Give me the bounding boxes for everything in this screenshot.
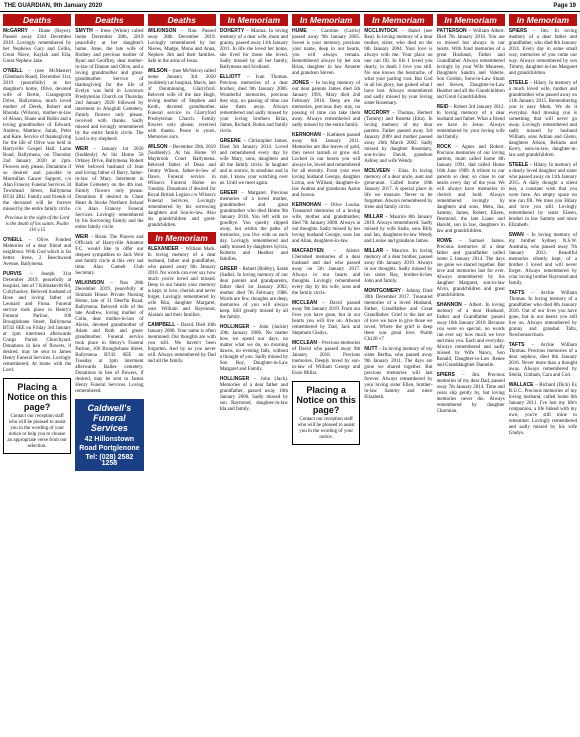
- notice: [364, 214, 432, 245]
- notice-name: WEIR: [75, 234, 89, 240]
- notice: [220, 28, 288, 71]
- section-header: Deaths: [148, 14, 216, 26]
- notice: [292, 300, 360, 337]
- notice-text: – Olive. Fondest Memories of a dear friend and neighbour. With God which is far better. Irene, 2 Beechwood Avenue, Ballymena.: [3, 238, 72, 267]
- notice: [3, 28, 71, 65]
- notice-name: MONTGOMERY: [364, 288, 402, 294]
- notice-name: MILLAR: [364, 248, 384, 254]
- notice-name: WALLACE: [508, 382, 534, 388]
- section-header: In Memoriam: [292, 14, 360, 26]
- notice: [437, 104, 505, 141]
- notice-text: – Agnes and Robert. Precious memories of our loving parents, mum called home 8th January 1991, dad called Home 16th June 1989. A tribute to our parents so dear, so close to our hearts every day of the year. We will always have memories to cherish and hold. Always remembered lovingly by daughters and sons, Meta, Ina, Sammy, James, Robert, Eileen, Desmond, the late Liane and Harold, son in law, daughters in law and grandchildren.: [436, 145, 505, 234]
- column-1: [3, 14, 71, 735]
- notice-text: – In loving memory of our dear parents James died 5th January 1991, Mary died 2nd February 2016. Deep are the memories, precious they stay, no passing of time can take them away. Always remembered and sadly missed by the entire family.: [292, 81, 361, 128]
- notice-text: – John (Jack). Memories of a dear father and grandfather, passed away 10th January 2006. Sadly missed by son Raymond, daughter-in-law Ida and family.: [219, 377, 288, 412]
- notice-name: WEIR: [75, 146, 89, 152]
- notice-name: TAFTS: [508, 342, 525, 348]
- notice-text: – Maurice 8th January 2019. Always remembered. Sadly missed by wife Sadie, sons Billy and Ian, daughters-in-law Wendy and Louise and grandson James.: [364, 215, 433, 244]
- notice-name: MCCRORY: [364, 110, 390, 116]
- section-header: In Memoriam: [437, 14, 505, 26]
- notice-name: JONES: [292, 80, 309, 86]
- notice-text: – (nee McNeice) called home January 3rd 2020 (suddenly) at hospital, Mavis, late of Dunminning, Glarryford. Beloved wife of the late Hugh, loving mother of Stephen and Keith, devoted grandmother. Funeral service in Glarryford Presbyterian Church. Family flowers only please, received with thanks. Peace is yours, Memories ours.: [147, 69, 216, 140]
- notice-name: WILKINSON: [75, 280, 104, 286]
- columns: [3, 14, 577, 735]
- notice-name: MCCLEAN: [292, 340, 317, 346]
- notice-text: – Diane (Reyes). Passed away 23rd December 2019. Lovingly remembered by her Nephews Gary and Cellin, Great Niece, Kaylah and Ella, Great Nephew Jake.: [3, 29, 72, 64]
- notice-name: McGARRY: [3, 28, 28, 34]
- notice: [437, 238, 505, 299]
- notice-name: HOLLINGER: [219, 324, 250, 330]
- notice: [220, 266, 288, 321]
- notice-text: – Caroline (Carrie) passed away 9th January 2005. Sweet is your memory, precious your name, deep in our hearts, you will always remain. Remembered always by her son Brian, daughter in law Annette and grandson Steven.: [292, 29, 361, 76]
- notice-name: ROCK: [436, 144, 452, 150]
- notice-name: KERNOHAN: [292, 202, 321, 208]
- notice-text: – December 29th, 2019 (Suddenly). At his Home 10 Maybrook Court Ballymena. Beloved father of Dean and Jimmy Wilson, father-in-law of Dawn. Funeral service in Wilson's Funeral Home on Tuesday. Donations if desired for Royal British Legion c/o Wilson's Funeral Services. Lovingly remembered by his sorrowing daughters and Son-in-law. Also his grandchildren and great-grandchildren.: [147, 145, 216, 228]
- section-header: In Memoriam: [509, 14, 577, 26]
- section-header: In Memoriam: [364, 14, 432, 26]
- notice: [75, 234, 143, 277]
- notice: [437, 28, 505, 101]
- notice-name: ALEXANDER: [147, 246, 179, 252]
- placing-body: Contact our reception staff who will be pleased to assist you in the wording of your notice or help you to choose an appropriate verse from our selection.: [7, 414, 67, 449]
- notice-name: GREER: [219, 190, 238, 196]
- notice-text: – Archie William Thomas. Precious memories of a dear nephew, died 8th January 2016. Never more than a thought away. Always remembered by Sheila, Graham, Cara and Cori.: [508, 343, 577, 378]
- notice-name: SPIERS: [436, 372, 455, 378]
- notice-text: – January 1st 2020 (Suddenly) At his Home 50 Orkney Drive, Ballymena. Robert Weir beloved husband of Jean and loving father of Barry, father-in-law of Mary. Interment in Ballee Cemetery on the 4th inst. Family flowers only please. Donations if desired to Chest Heart & Stroke Northern Ireland c/o Alan Francey Funeral Services. Lovingly remembered by his Sorrowing Family and the entire family circle.: [75, 147, 144, 230]
- notice-text: – Ivan Thomas. Precious memories of a dear brother, died 9th January 2006. Wonderful memories, precious they stay, no passing of time can take them away. Always remembered and sadly missed by your loving brothers Brian, James, Richard, Robin and family circle.: [219, 75, 288, 134]
- notice: [437, 302, 505, 369]
- notice-name: STEELE: [508, 80, 529, 86]
- section-header: In Memoriam: [148, 232, 216, 244]
- ad-address: 42 Hillonstown Road Portglenone: [79, 436, 140, 452]
- column-8: [509, 14, 577, 735]
- placing-notice-box: [3, 378, 71, 454]
- notice: [437, 372, 505, 415]
- notice: [3, 68, 71, 213]
- notice-text: – Nan. Passed away 28th December 2019. Lovingly remembered by her Nieces, Madge, Mona and Anna, Nephew Jim and their families. Safe in the arms of Jesus.: [147, 29, 216, 64]
- column-2: [75, 14, 143, 735]
- notice: [3, 271, 71, 374]
- notice: [509, 28, 577, 77]
- notice-name: STEELE: [508, 162, 529, 168]
- notice-name: MILLAR: [364, 214, 384, 220]
- notice-text: – Robert (Bobby), Sarah (Sadie). In loving memory of our dear parents and grandparents, father died 1st January 2002, mother died 7th February 1988. Words are few, thoughts are deep, memories of you will always keep. Still greatly missed by all the family.: [219, 267, 288, 320]
- notice: [509, 342, 577, 379]
- notice: [220, 74, 288, 135]
- notice-text: – In loving memory of my sister Bertha, who passed away 9th January 2011. The days are gone we shared together. But precious memories will last forever. Always remembered by your loving sister Ellen, brother-in-law Sammy and niece Elizabeth.: [364, 347, 433, 400]
- notice-name: ROWE: [436, 238, 453, 244]
- notice-text: – In loving memory of my brother Sydney N.S.W. Australia, who passed away 7th January 2013. Beautiful memories silently kept, of a brother I loved and will never forget. Always remembered by your loving brother Raymond and family.: [508, 233, 577, 286]
- placing-notice-box: [292, 381, 360, 445]
- notice: [148, 246, 216, 319]
- notice-name: NUTT: [364, 346, 378, 352]
- notice: [292, 248, 360, 297]
- notice-name: PATTERSON: [436, 28, 467, 34]
- notice-text: – Hilary. In memory of a much loved wife, mother and grandmother who passed away on 11th January 2015. Remembering you is easy Mum, We do it everyday. And missing you is something that will never go away. Lovingly remembered and sadly missed by husband William, sons Adrian and Glenn, daughters Alison, Belinda and Kerry, sons-in-law, daughter-in-law and grandchildren.: [508, 81, 577, 158]
- notice-text: – Johnny. Died 30th December 2017. Treasured memories of a loved Husband, Father, Grandfather and Great Grandfather. Grief is the last act of love we have to give those we loved. Where the grief is deep there was great love. Psalm Ch128 v7: [364, 289, 433, 342]
- notice-text: – Albert. In loving memory of a dear Husband, Father and Grandfather passed away 10th January 2010. Because you were so special, no words can ever say how much we love and miss you. Each and everyday. Always remembered and sadly missed by Wife Nancy, Son Ronald, Daughter-in-Law Renee and Granddaughter Danielle.: [436, 303, 505, 368]
- notice-text: – Richard (Dick) Ex R.U.C. Precious memories of my loving husband, called home 6th January 2011. I've lost my life's companion, a life linked with my own, you're still mine to remember. Lovingly remembered and sadly missed by his wife Gladys.: [508, 383, 577, 436]
- notice-text: – Robert 3rd January 2012. In loving memory of a dear husband and father. What a friend we have in Jesus. Always remembered by your loving wife and family.: [436, 105, 505, 140]
- notice: [75, 280, 143, 395]
- notice-text: – Kathleen passed away 6th January 2011. Memories are like leaves of gold, they never tarnish or grow old. Locked in our hearts you will always be, loved and remembered for all eternity. From your ever loving husband George, daughter Lorna, son William, daughter-in-law Andrea and grandsons Aaron and Jaxson.: [292, 133, 361, 198]
- notice-name: KERNOHAN: [292, 132, 321, 138]
- column-3: [148, 14, 216, 735]
- notice-name: SWAN: [508, 232, 524, 238]
- notice-text: – Hazel (nee Rea). In loving memory of a dear mother, sister, who died on the 6th January 2004. Your love is always with me. Your place no one can fill. In life I loved you dearly, in death I love you still. No one knows the heartache, of what your parting cost. But God in all his glory, has gained what I have lost. Always remembered and sadly missed by your loving sister Rosemary.: [364, 29, 433, 106]
- notice: [437, 144, 505, 235]
- placing-title: Placing a Notice on this page?: [7, 382, 67, 412]
- ad-phone: Tel: (028) 2582 1258: [85, 454, 134, 467]
- notice-text: – Precious memories of David who passed away 9th January 2018. Precious memories. Deeply loved by son-in-law of William George and Essie Millar.: [292, 341, 361, 376]
- notice-name: SPIERS: [508, 28, 528, 34]
- section-header: In Memoriam: [220, 14, 288, 26]
- notice-name: DOHERTY: [219, 28, 245, 34]
- paper-date: THE GUARDIAN, 9th January 2020: [4, 2, 103, 9]
- notice-name: SHANNON: [436, 302, 462, 308]
- notice: [75, 28, 143, 143]
- notice: [220, 138, 288, 187]
- notice: [509, 290, 577, 339]
- notice-name: HOLLINGER: [219, 376, 250, 382]
- notice: [292, 132, 360, 199]
- notice: [220, 190, 288, 263]
- notice-name: TAFTS: [508, 290, 525, 296]
- column-5: [292, 14, 360, 735]
- ad-title: Caldwell's Funeral Services: [87, 403, 132, 433]
- notice-text: – (nee McMaster) (Glenbush Road). December 31st, 2019 (peacefully) at her daughter's home, Olive, devoted wife of Bertie, Grangegorm Drive, Ballymena, much loved mother of Derek, Robert and Rhonda (Wilson), mother-in-law of Alison, Shane and Robin and a loving grandmother of Edward, Andrew, Matthew, Sarah, Peter and Kate. Service of thanksgiving for the life of Olive was held in Harryville Gospel Hall, Larne Road, Ballymena, on Thursday 2nd January 2020 at 2pm. Flowers only please. Donations if so desired and payable to Macmillan Cancer Support, c/o Alan Francey Funeral Services 34 Townhead Street, Ballymena BT42 2BU. Family and friends of the deceased will be forever missed by the entire family circle.: [3, 69, 72, 212]
- notice-name: MCCLEAN: [292, 300, 317, 306]
- placing-title: Placing a Notice on this page?: [296, 385, 356, 415]
- notice-text: – Christopher James. Died 5th January 2014. Loved and remembered every day by wife Mary, sons, daughters and all the family circle. In laughter and in sorrow, in sunshine and in rain, I know your watching over us. Until we meet again.: [219, 139, 288, 186]
- notice: [220, 376, 288, 413]
- notice: [364, 110, 432, 165]
- notice-text: – Margaret. Precious memories of a loved mother, grandmother and great grandmother who died Home 9th January 2018. You left with no goodbye. You quietly slipped away, but within the paths of memories, you live with us each day. Lovingly remembered and sadly missed by daughters Sylvia, Roberta and Heather and families.: [219, 191, 288, 262]
- notice-text: – Thomas, Herbert (Tommy) and Rosetta (Etta). In loving memory of my dear parents. Father passed away 3rd January 2009 and mother passed away 26th March 2002. Sadly missed by daughter Rosemary, son-in-law David, grandson Ashley and wife Wendy.: [364, 111, 433, 164]
- notice-name: HUME: [292, 28, 307, 34]
- masthead: [0, 0, 580, 12]
- notice: [509, 80, 577, 159]
- notice: [509, 162, 577, 229]
- notice: [148, 68, 216, 141]
- notice: [509, 232, 577, 287]
- notice-text: – Hilary. In memory of a dearly loved daughter and sister who passed away on 11th January 2015. A daily thought a silent tear, a constant wish that you were here. An empty space no one can fill. We miss you Hilary and love you still. Lovingly remembered by sister Eileen, brother in law Sammy and niece Elizabeth.: [508, 163, 577, 228]
- notice-name: WILSON: [147, 144, 168, 150]
- notice-name: WILSON: [147, 68, 168, 74]
- notice: [364, 346, 432, 401]
- notice-name: O'NEILL: [3, 237, 23, 243]
- column-7: [437, 14, 505, 735]
- notice-text: – Marina. In loving memory of a dear wife, mum and granny, passed away 11th January 2011. In life she loved her home, she lived for those she loved. Sadly missed by all her family, Ballymena and Scotland.: [219, 29, 288, 70]
- notice-text: – Irene (White) called home December 28th, 2019 peacefully at her daughter's home. Irene, the late wife of Rodney and precious mother of Ryan and Geoffrey, dear mother-in-law of Dianne and Olive, and a loving grandmother and great-grandmother. Service of thanksgiving for the life of Evelyn was held in Lowtown Presbyterian Church on Thursday 2nd January 2020 followed by interment in Ahoghill Cemetery. Family flowers only please, received with thanks. Sadly missed and lovingly remembered by the entire family circle. The Lord is my shepherd.: [75, 29, 144, 142]
- notice-text: – Jim. In loving memory of a dear father and grandfather, who died 8th January 2014. Every day in some small way, memories of you come our way. Always remembered by son Timmy, daughter-in-law Margaret and grandchildren.: [508, 29, 577, 76]
- notice-name: ELLIOTT: [219, 74, 241, 80]
- notice: [292, 80, 360, 129]
- column-4: [220, 14, 288, 735]
- funeral-services-ad: [75, 399, 143, 471]
- notice: [148, 322, 216, 365]
- notice-text: – Archie William Thomas. In loving memory of a grandfather who died 8th January 2016. Out of our lives you have gone, but in our hearts you still live on. Always remembered by granny and grandad Tafts, Newbonsorcharn.: [508, 291, 577, 338]
- notice-name: GREENE: [219, 138, 241, 144]
- notice-text: – Samuel James. Precious memories of a dear father and grandfather called home 5 January 2014. The days are gone we shared together. But love and memories last for ever. Always remembered by his daughter Margaret, son-in-law Alvin, grandchildren and great grandchildren.: [436, 239, 505, 298]
- notice-name: PURVIS: [3, 271, 22, 277]
- notice-name: WILKINSON: [147, 28, 177, 34]
- notice-text: – Brian. The Players and Officials of Harryville Amateur F.C. would like to offer our deepest sympathies to Jack Weir and family circle at this very sad time. Alan Gamelt Club Secretary.: [75, 235, 144, 276]
- section-header: Deaths: [75, 14, 143, 26]
- notice-text: – David. Died 10th January 2008. Your name is often mentioned. Our thoughts are with you still. We haven't been forgotten. And by us you never will. Always remembered by Dad and all the family.: [147, 323, 216, 364]
- notice: [220, 324, 288, 373]
- notice: [3, 237, 71, 268]
- notice-name: SMYTH: [75, 28, 93, 34]
- verse: Precious in the sight of the Lord is the death of his saints. Psalm 116 v.15: [4, 216, 70, 233]
- notice: [364, 168, 432, 211]
- notice-text: – Maurice. In loving memory of a dear brother, passed away 8th January 2019. Always in our thoughts. Sadly missed by his sister Ray, brother-in-law John and family.: [364, 249, 433, 284]
- notice: [509, 382, 577, 437]
- notice-text: – Olive Louisa. Treasured memories of a loving wife, mother and grandmother, died 7th January 2000. Always in our thoughts. Sadly missed by her loving husband George, sons Ian and Allan, daughters-in-law.: [292, 203, 361, 244]
- notice-text: – Alister. Cherished memories of a dear husband and dad who passed away on 5th January 2017. Always in our hearts and thoughts. Lovingly remembered every day by his wife, sons and the family circle.: [292, 249, 361, 296]
- placing-body: Contact our reception staff who will be pleased to assist you in the wording of your notice.: [297, 417, 355, 440]
- notice-text: – Nan 28th December 2019, peacefully at Sinimah House Private Nursing Home, late of 31 Deerfin Road, Ballymena. Beloved wife of the late Andrew, loving mother of Colin, dear mother-in-law of Alexis, devoted grandmother of Adam and Ruth and great-grandmother. Funeral service took place in Henry's Funeral Parlour, 100 Broughshane Street, Ballymena BT43 6EE on Tuesday at 1pm interment afterwards Ballee cemetery. Donations in lieu of flowers, if desired, may be sent to James Henry Funeral Services. Loving remembered.: [75, 281, 144, 394]
- notice: [364, 28, 432, 107]
- notice-name: MACFADYEN: [292, 248, 324, 254]
- notice: [148, 144, 216, 229]
- notice-name: REID: [436, 104, 449, 110]
- notice-name: MCCLINTOCK: [364, 28, 398, 34]
- notice-name: MCILVEEN: [364, 168, 390, 174]
- notice-name: O'NEILL: [3, 68, 23, 74]
- notice-text: – Joseph 31st December 2019, peacefully at hospital, late of 7 Kilmakevitt Rd, Cullybackey. Beloved husband of Rose and loving father of Leonard and Fiona. Funeral service took place in Henry's Funeral Parlour, 100 Broughshane Street, Ballymena BT43 6EE on Friday 3rd January at 1pm interment afterwards Craigs Parish Churchyard. Donations in lieu of flowers, if desired, may be sent to James Henry Funeral Services. Lovingly remembered. At home with the Lord.: [3, 272, 72, 373]
- column-6: [364, 14, 432, 735]
- notice-name: GREER: [219, 266, 238, 272]
- notice: [364, 288, 432, 343]
- notice-text: – William Albert. Died 7th January 2016. You are so missed but always in our hearts. With fond memories of a great Husband, Father and Grandfather. Always remembered lovingly by your Wife Maureen, Daughters Sandra and Valerie, Son Gordon, Sons-in-Law Stuart and Steven, Daughter-in-Law Heather and all the Grandchildren and Great Grandchildren.: [436, 29, 505, 100]
- notice-text: – Jim. Precious memories of my dear Dad, passed away 7th January 2014. Time and years slip gently by, but loving memories never die. Always remembered by daughter Charmian.: [436, 373, 505, 414]
- notice: [364, 248, 432, 285]
- notice: [292, 28, 360, 77]
- notice-name: CAMPBELL: [147, 322, 176, 328]
- section-header: Deaths: [3, 14, 71, 26]
- notice-text: – David passed away 9th January 2019. From our lives you have gone, but in our hearts you will live on. Always remembered by Dad, Jack and Stepmum Gladys.: [292, 301, 361, 336]
- notice-text: – John (Jackie) 10th January 2006. No matter how we spend our days, no matter what we do, no morning dawns, no evening falls, without a thought of you. Sadly missed by Son Roy, Daughter-in-Law Margaret and Family.: [219, 325, 288, 372]
- notice: [292, 340, 360, 377]
- notice: [148, 28, 216, 65]
- notice: [75, 146, 143, 231]
- notice: [292, 202, 360, 245]
- notice-text: – Elias. In loving memory of a dear uncle, aunt and great-aunt. Called home 10th January 2017. A special place in life we treasure. Never to be forgotten. Always remembered by Irene and family circle.: [364, 169, 433, 210]
- page-number: Page 19: [553, 2, 576, 9]
- notice-text: – William Mark. In loving memory of a dear husband, father and grandfather, who passed away 6th January 2010. No words can ever say how much you're loved and missed. Deep in our hearts your memory is kept, to love, cherish and never forget. Lovingly remembered by wife Rita, daughter Margaret, sons William and Raymond, Alastair and their families.: [147, 247, 216, 318]
